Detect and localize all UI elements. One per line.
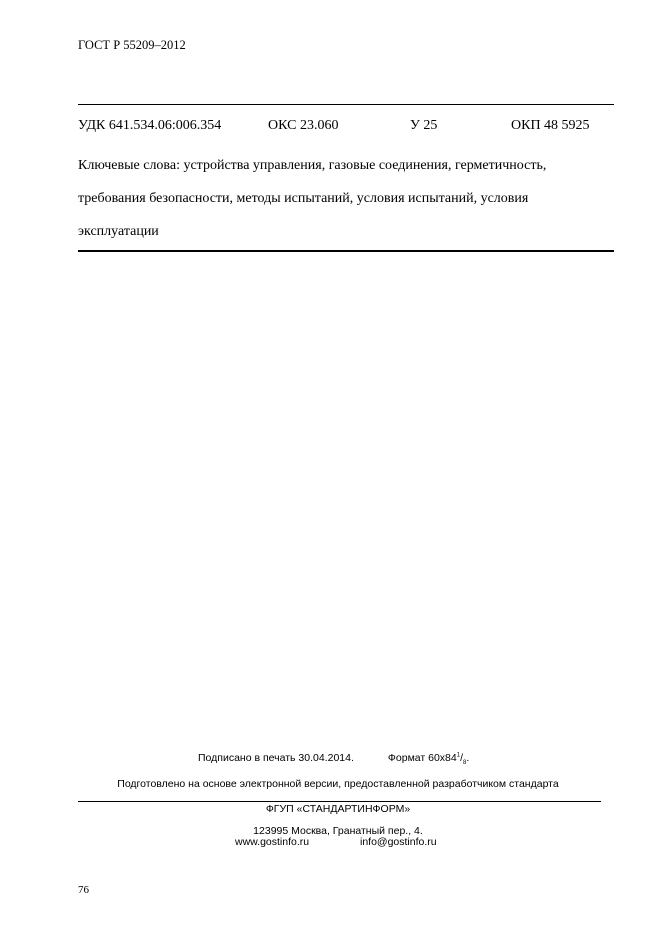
- keywords-divider: [78, 250, 614, 252]
- okp-code: ОКП 48 5925: [511, 118, 590, 133]
- classification-codes: [78, 118, 618, 138]
- print-signoff: [198, 752, 469, 766]
- paper-format: Формат $60х84^1/_8$.: [387, 752, 470, 767]
- signed-date: Подписано в печать 30.04.2014.: [198, 752, 354, 764]
- keywords-line: требования безопасности, методы испытаний, условия испытаний, условия: [78, 191, 529, 206]
- publisher-address: 123995 Москва, Гранатный пер., 4.: [253, 825, 423, 837]
- document-header: ГОСТ Р 55209–2012: [78, 38, 186, 52]
- top-divider: [78, 104, 614, 105]
- oks-code: ОКС 23.060: [268, 118, 339, 133]
- publisher-website[interactable]: www.gostinfo.ru: [235, 836, 310, 848]
- keywords-line: эксплуатации: [78, 224, 159, 239]
- imprint-divider: [78, 801, 601, 802]
- page-number: 76: [78, 884, 89, 896]
- keywords-block: [78, 149, 618, 248]
- publisher-name: ФГУП «СТАНДАРТИНФОРМ»: [265, 803, 411, 815]
- publisher-email[interactable]: info@gostinfo.ru: [360, 836, 437, 848]
- group-code: У 25: [410, 118, 438, 133]
- prepared-note: Подготовлено на основе электронной версии, предоставленной разработчиком стандарта: [117, 778, 559, 790]
- udk-code: УДК 641.534.06:006.354: [78, 118, 222, 133]
- keywords-line: Ключевые слова: устройства управления, газовые соединения, герметичность,: [78, 158, 547, 173]
